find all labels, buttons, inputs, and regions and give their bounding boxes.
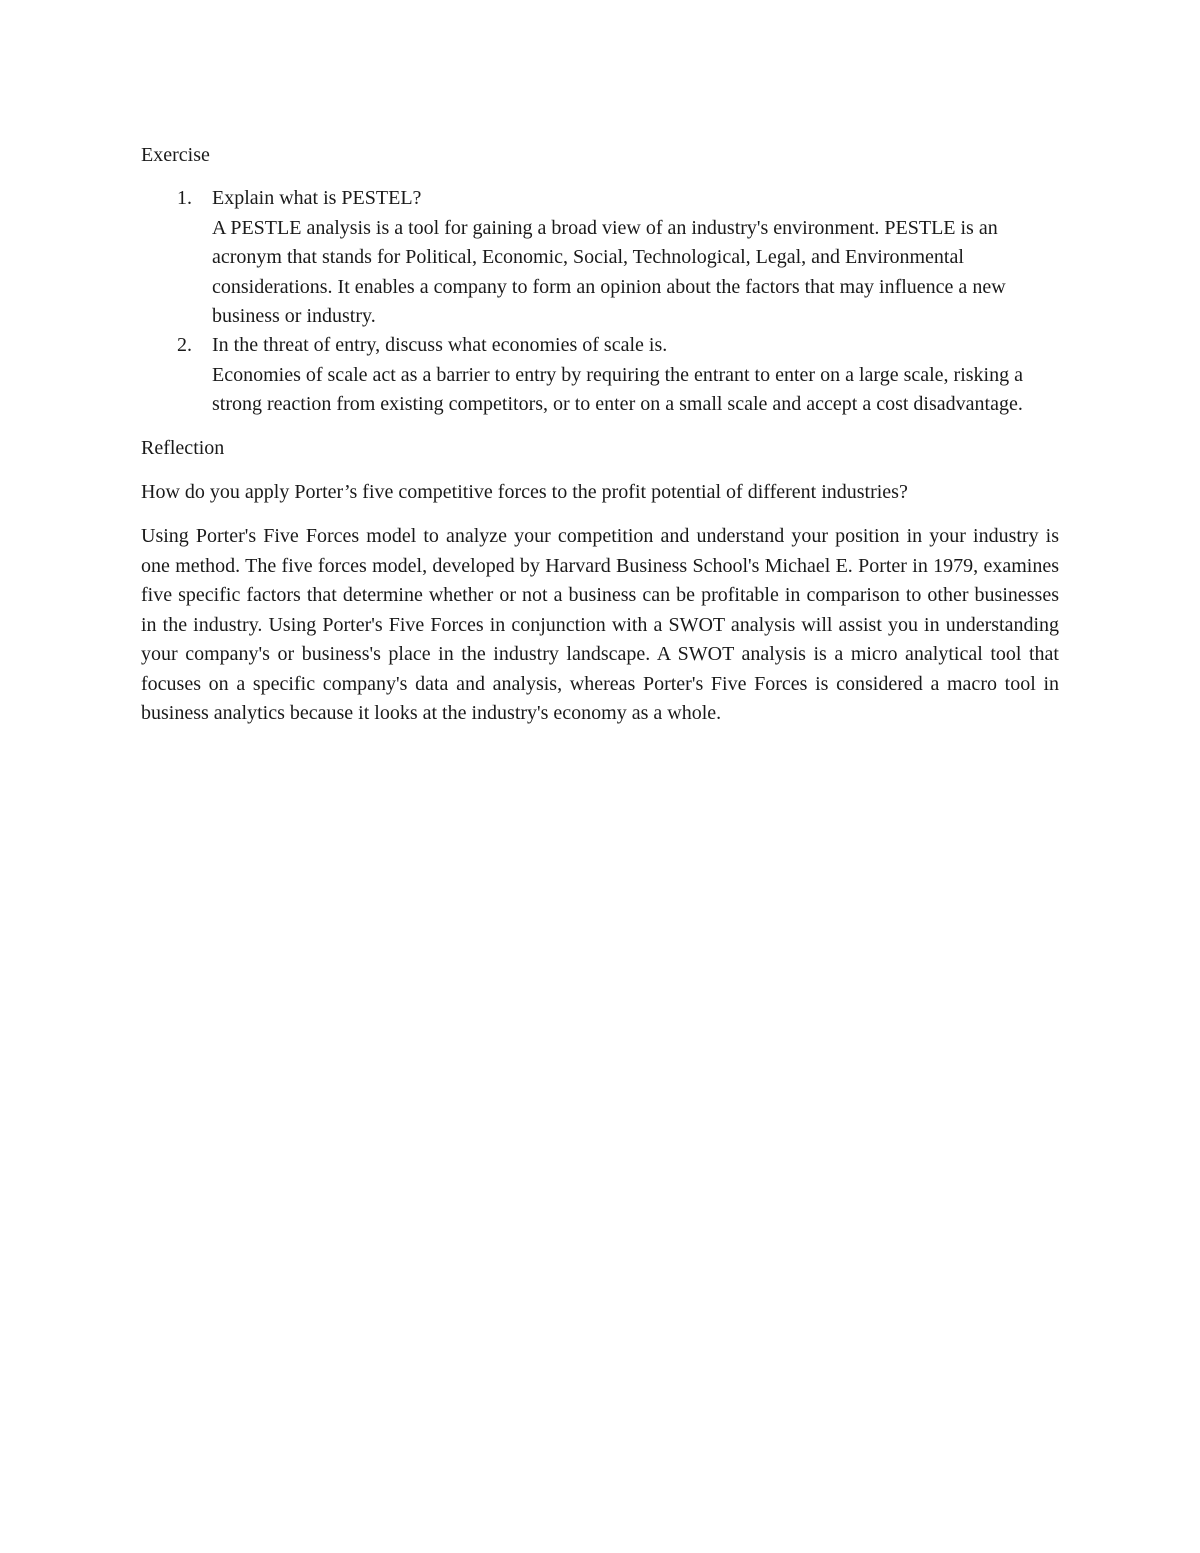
reflection-question: How do you apply Porter’s five competitive forces to the profit potential of different industries? [141,481,908,504]
exercise-question: In the threat of entry, discuss what economies of scale is. [212,334,668,357]
list-item [141,184,1059,331]
reflection-answer: Using Porter's Five Forces model to analyze your competition and understand your position in your industry is one method. The five forces model, developed by Harvard Business School's Michael E. Porter in 1979, examines five specific factors that determine whether or not a business can be profitable in comparison to other businesses in the industry. Using Porter's Five Forces in conjunction with a SWOT analysis will assist you in understanding your company's or business's place in the industry landscape. A SWOT analysis is a micro analytical tool that focuses on a specific company's data and analysis, whereas Porter's Five Forces is considered a macro tool in business analytics because it looks at the industry's economy as a whole. [141,525,1059,724]
exercise-list [141,184,1059,419]
reflection-heading: Reflection [141,436,225,459]
exercise-answer: Economies of scale act as a barrier to entry by requiring the entrant to enter on a large scale, risking a strong reaction from existing competitors, or to enter on a small scale and accept a cost disadvantage. [212,363,1023,416]
list-item-number: 1. [177,187,192,210]
list-item-number: 2. [177,334,192,357]
exercise-answer: A PESTLE analysis is a tool for gaining a broad view of an industry's environment. PESTLE is an acronym that stands for Political, Economic, Social, Technological, Legal, and Environmental considerations. It enables a company to form an opinion about the factors that may influence a new business or industry. [212,216,1006,328]
exercise-question: Explain what is PESTEL? [212,187,422,210]
list-item [141,331,1059,419]
document-body [141,141,1059,728]
exercise-heading: Exercise [141,144,210,166]
